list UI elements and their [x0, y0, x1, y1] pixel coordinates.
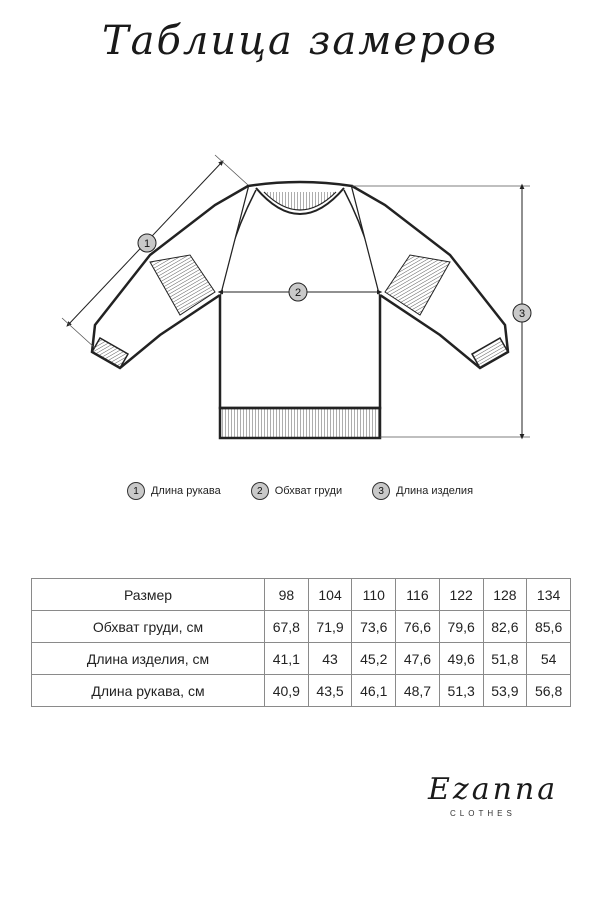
row-label: Длина рукава, см — [32, 675, 265, 707]
number-badge: 1 — [127, 482, 145, 500]
page-title: Таблица замеров — [101, 18, 499, 64]
value-cell: 46,1 — [352, 675, 396, 707]
value-cell: 41,1 — [265, 643, 309, 675]
sweatshirt-diagram — [0, 140, 600, 450]
value-cell: 43,5 — [308, 675, 352, 707]
legend-item — [127, 482, 221, 500]
value-cell: 40,9 — [265, 675, 309, 707]
svg-text:3: 3 — [518, 308, 526, 320]
number-badge: 2 — [251, 482, 269, 500]
table-row — [32, 643, 571, 675]
size-cell: 110 — [352, 579, 396, 611]
logo-subtitle: CLOTHES — [450, 809, 516, 818]
size-cell: 104 — [308, 579, 352, 611]
legend — [0, 482, 600, 500]
brand-logo — [428, 772, 568, 818]
value-cell: 45,2 — [352, 643, 396, 675]
value-cell: 47,6 — [396, 643, 440, 675]
size-cell: 134 — [527, 579, 571, 611]
legend-label: Длина рукава — [150, 485, 221, 497]
number-badge: 3 — [372, 482, 390, 500]
legend-item — [372, 482, 473, 500]
row-label: Обхват груди, см — [32, 611, 265, 643]
waistband — [220, 408, 380, 438]
row-label: Длина изделия, см — [32, 643, 265, 675]
value-cell: 53,9 — [483, 675, 527, 707]
value-cell: 43 — [308, 643, 352, 675]
value-cell: 85,6 — [527, 611, 571, 643]
size-cell: 128 — [483, 579, 527, 611]
value-cell: 67,8 — [265, 611, 309, 643]
table-row — [32, 675, 571, 707]
legend-item — [251, 482, 342, 500]
value-cell: 54 — [527, 643, 571, 675]
value-cell: 71,9 — [308, 611, 352, 643]
value-cell: 76,6 — [396, 611, 440, 643]
logo-wordmark: Ezanna — [428, 772, 559, 807]
value-cell: 56,8 — [527, 675, 571, 707]
size-cell: 122 — [439, 579, 483, 611]
size-cell: 116 — [396, 579, 440, 611]
table-header-row — [32, 579, 571, 611]
legend-label: Длина изделия — [396, 485, 474, 497]
size-cell: 98 — [265, 579, 309, 611]
value-cell: 51,3 — [439, 675, 483, 707]
header-label: Размер — [32, 579, 265, 611]
value-cell: 49,6 — [439, 643, 483, 675]
svg-text:1: 1 — [143, 238, 151, 250]
size-table — [31, 578, 571, 707]
table-row — [32, 611, 571, 643]
value-cell: 51,8 — [483, 643, 527, 675]
value-cell: 79,6 — [439, 611, 483, 643]
value-cell: 48,7 — [396, 675, 440, 707]
legend-label: Обхват груди — [274, 485, 343, 497]
value-cell: 82,6 — [483, 611, 527, 643]
value-cell: 73,6 — [352, 611, 396, 643]
svg-text:2: 2 — [294, 287, 302, 299]
